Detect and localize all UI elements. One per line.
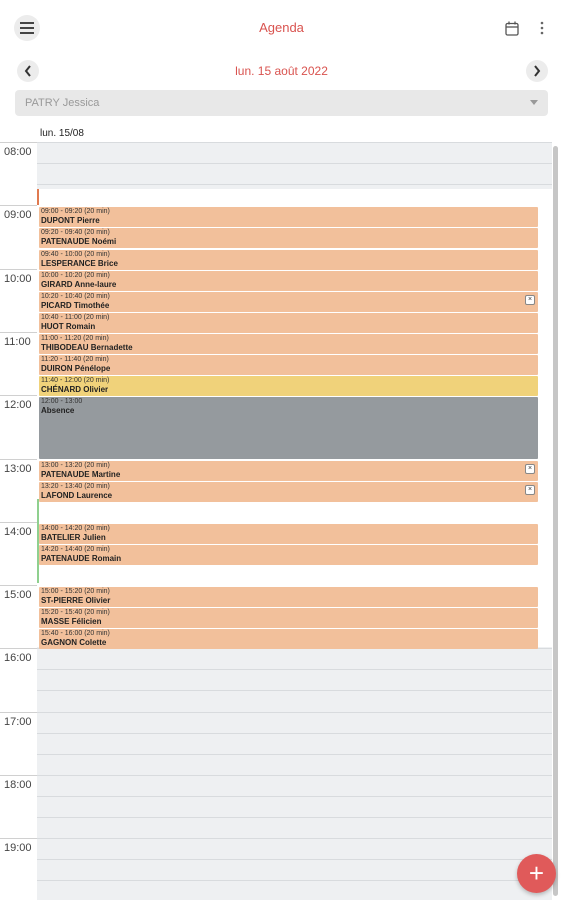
slot-divider bbox=[37, 669, 552, 670]
appointment-name: ST-PIERRE Olivier bbox=[41, 596, 111, 606]
hour-label: 16:00 bbox=[4, 652, 32, 664]
appointment-block[interactable] bbox=[39, 207, 538, 227]
appointment-block[interactable] bbox=[39, 334, 538, 354]
current-time-marker bbox=[37, 189, 39, 205]
add-appointment-button[interactable]: + bbox=[517, 854, 556, 893]
hour-label: 18:00 bbox=[4, 779, 32, 791]
appointment-name: PICARD Timothée bbox=[41, 300, 110, 310]
appointment-time: 11:20 - 11:40 (20 min) bbox=[41, 356, 109, 363]
next-day-button[interactable] bbox=[526, 60, 548, 82]
calendar-icon bbox=[505, 21, 519, 36]
appointment-name: LAFOND Laurence bbox=[41, 490, 113, 500]
slot-divider bbox=[37, 796, 552, 797]
hour-divider bbox=[0, 142, 37, 143]
hour-divider bbox=[0, 712, 37, 713]
appointment-block[interactable] bbox=[39, 629, 538, 649]
slot-divider bbox=[37, 838, 552, 839]
hour-label: 09:00 bbox=[4, 209, 32, 221]
vertical-scrollbar[interactable] bbox=[553, 146, 558, 896]
appointment-time: 11:00 - 11:20 (20 min) bbox=[41, 334, 109, 342]
practitioner-select-value: PATRY Jessica bbox=[25, 97, 100, 109]
hour-divider bbox=[0, 585, 37, 586]
hour-label: 11:00 bbox=[4, 336, 31, 348]
appointment-time: 10:20 - 10:40 (20 min) bbox=[41, 292, 110, 300]
top-app-bar bbox=[0, 0, 563, 56]
slot-divider bbox=[37, 733, 552, 734]
appointment-name: BATELIER Julien bbox=[41, 532, 106, 542]
appointment-time: 13:00 - 13:20 (20 min) bbox=[41, 461, 110, 469]
slot-divider bbox=[37, 184, 552, 185]
appointment-block[interactable] bbox=[39, 292, 538, 312]
page-title: Agenda bbox=[259, 20, 304, 35]
availability-marker bbox=[37, 499, 39, 583]
more-options-button[interactable] bbox=[535, 19, 549, 37]
appointment-name: PATENAUDE Martine bbox=[41, 469, 121, 479]
appointment-name: MASSE Félicien bbox=[41, 617, 102, 627]
appointment-block[interactable] bbox=[39, 482, 538, 502]
appointment-time: 15:40 - 16:00 (20 min) bbox=[41, 630, 110, 638]
slot-divider bbox=[37, 775, 552, 776]
appointment-time: 09:40 - 10:00 (20 min) bbox=[41, 250, 110, 258]
appointment-time: 09:20 - 09:40 (20 min) bbox=[41, 229, 110, 237]
absence-block[interactable] bbox=[39, 397, 538, 459]
appointment-block[interactable] bbox=[39, 587, 538, 607]
appointment-name: THIBODEAU Bernadette bbox=[41, 342, 133, 352]
appointment-time: 12:00 - 13:00 bbox=[41, 398, 83, 406]
appointment-name: DUIRON Pénélope bbox=[41, 364, 111, 373]
appointment-time: 10:40 - 11:00 (20 min) bbox=[41, 313, 110, 321]
chevron-down-icon bbox=[530, 100, 538, 105]
appointment-name: HUOT Romain bbox=[41, 321, 96, 331]
appointment-block[interactable] bbox=[39, 545, 538, 565]
slot-divider bbox=[37, 690, 552, 691]
day-column-header: lun. 15/08 bbox=[40, 128, 84, 139]
appointment-block[interactable] bbox=[39, 376, 538, 396]
appointment-name: LESPERANCE Brice bbox=[41, 258, 118, 268]
appointment-time: 13:20 - 13:40 (20 min) bbox=[41, 482, 110, 490]
slot-divider bbox=[37, 142, 552, 143]
appointment-block[interactable] bbox=[39, 461, 538, 481]
hour-divider bbox=[0, 395, 37, 396]
hour-label: 14:00 bbox=[4, 526, 32, 538]
appointment-time: 11:40 - 12:00 (20 min) bbox=[41, 377, 110, 385]
appointment-name: GIRARD Anne-laure bbox=[41, 279, 117, 289]
appointment-time: 10:00 - 10:20 (20 min) bbox=[41, 271, 110, 279]
slot-divider bbox=[37, 859, 552, 860]
appointment-block[interactable] bbox=[39, 355, 538, 375]
appointment-name: Absence bbox=[41, 406, 75, 416]
slot-divider bbox=[37, 880, 552, 881]
hour-divider bbox=[0, 775, 37, 776]
hour-divider bbox=[0, 332, 37, 333]
slot-divider bbox=[37, 712, 552, 713]
hour-divider bbox=[0, 522, 37, 523]
appointment-time: 14:20 - 14:40 (20 min) bbox=[41, 545, 110, 553]
appointment-time: 15:00 - 15:20 (20 min) bbox=[41, 588, 110, 596]
hour-divider bbox=[0, 269, 37, 270]
hour-label: 10:00 bbox=[4, 273, 32, 285]
hour-divider bbox=[0, 648, 37, 649]
hour-label: 12:00 bbox=[4, 399, 32, 411]
appointment-block[interactable] bbox=[39, 313, 538, 333]
slot-divider bbox=[37, 817, 552, 818]
appointment-name: CHÉNARD Olivier bbox=[41, 385, 109, 395]
hour-label: 15:00 bbox=[4, 589, 32, 601]
appointment-name: GAGNON Colette bbox=[41, 638, 107, 648]
close-icon[interactable]: × bbox=[525, 485, 535, 495]
appointment-block[interactable] bbox=[39, 524, 538, 544]
appointment-name: PATENAUDE Noémi bbox=[41, 237, 117, 247]
appointment-block[interactable] bbox=[39, 271, 538, 291]
appointment-block[interactable] bbox=[39, 250, 538, 270]
more-vert-icon bbox=[540, 21, 544, 35]
appointment-time: 14:00 - 14:20 (20 min) bbox=[41, 524, 110, 532]
calendar-button[interactable] bbox=[503, 19, 521, 37]
practitioner-select[interactable] bbox=[15, 90, 548, 116]
hour-label: 13:00 bbox=[4, 463, 32, 475]
slot-divider bbox=[37, 754, 552, 755]
appointment-time: 09:00 - 09:20 (20 min) bbox=[41, 208, 110, 216]
appointment-block[interactable] bbox=[39, 608, 538, 628]
hour-label: 19:00 bbox=[4, 842, 32, 854]
chevron-right-icon bbox=[533, 65, 541, 77]
appointment-time: 15:20 - 15:40 (20 min) bbox=[41, 609, 110, 617]
hour-divider bbox=[0, 205, 37, 206]
hour-divider bbox=[0, 838, 37, 839]
hour-label: 17:00 bbox=[4, 716, 32, 728]
hour-divider bbox=[0, 459, 37, 460]
appointment-name: DUPONT Pierre bbox=[41, 216, 100, 226]
calendar-grid bbox=[0, 142, 563, 900]
close-icon[interactable]: × bbox=[525, 295, 535, 305]
current-date[interactable]: lun. 15 août 2022 bbox=[235, 64, 328, 78]
hour-label: 08:00 bbox=[4, 146, 32, 158]
appointment-name: PATENAUDE Romain bbox=[41, 553, 122, 563]
slot-divider bbox=[37, 163, 552, 164]
appointment-block[interactable] bbox=[39, 228, 538, 248]
close-icon[interactable]: × bbox=[525, 464, 535, 474]
